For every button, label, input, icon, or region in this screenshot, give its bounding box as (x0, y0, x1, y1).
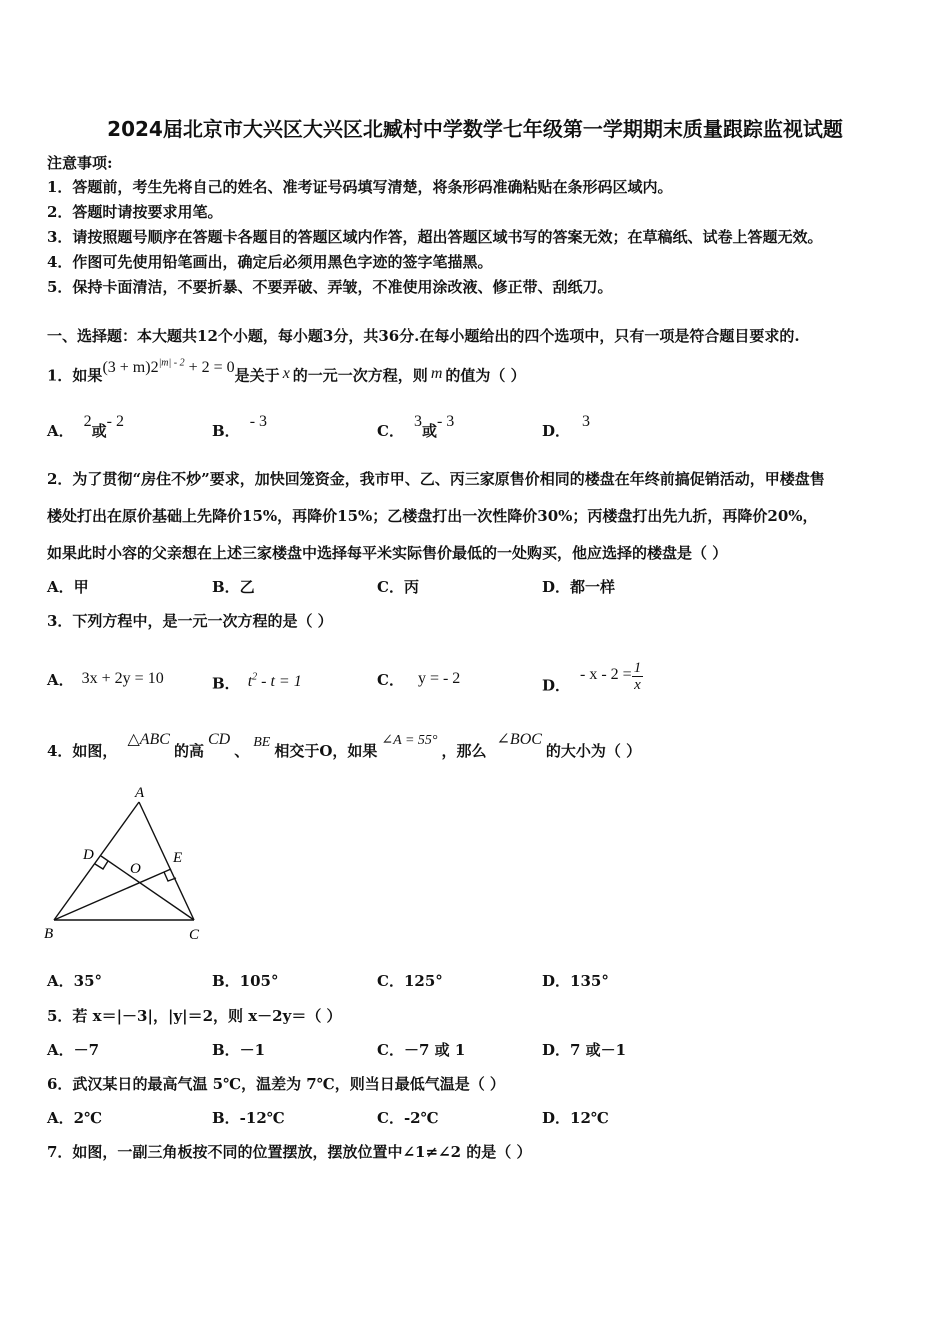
option-value: - 2 (106, 413, 124, 430)
notice-item: 5．保持卡面清洁，不要折暴、不要弄破、弄皱，不准使用涂改液、修正带、刮纸刀。 (47, 278, 613, 296)
q6-option-d[interactable]: D．12℃ (542, 1109, 609, 1127)
notice-item: 4．作图可先使用铅笔画出，确定后必须用黑色字迹的签字笔描黑。 (47, 253, 493, 271)
q3-option-a[interactable] (47, 670, 164, 691)
q6-option-c[interactable]: C．-2℃ (377, 1109, 439, 1127)
q1-equation (102, 359, 234, 376)
option-label: A． (47, 422, 74, 440)
label-a: A (135, 785, 145, 801)
q2-option-c[interactable]: C．丙 (377, 578, 419, 596)
q1-eq-base: (3 + m)2 (102, 359, 159, 377)
q4-pre: 4．如图， (47, 742, 118, 760)
question-6: 6．武汉某日的最高气温 5℃，温差为 7℃，则当日最低气温是（ ） (47, 1075, 505, 1093)
q6-option-b[interactable]: B．-12℃ (212, 1109, 285, 1127)
q2-option-b[interactable]: B．乙 (212, 578, 255, 596)
right-angle-d (95, 861, 108, 869)
question-2-line: 2．为了贯彻“房住不炒”要求，加快回笼资金，我市甲、乙、丙三家原售价相同的楼盘在年终前搞促销活动，甲楼盘售 (47, 470, 825, 488)
notice-item: 2．答题时请按要求用笔。 (47, 203, 223, 221)
notice-heading: 注意事项: (47, 154, 113, 172)
question-2-line: 楼处打出在原价基础上先降价15%，再降价15%；乙楼盘打出一次性降价30%；丙楼盘打出先九折，再降价20%， (47, 507, 818, 525)
q4-cd: CD (207, 731, 231, 748)
q1-pre: 1．如果 (47, 366, 103, 385)
option-value: 2 (83, 413, 92, 430)
q1-post: 的值为（ ） (445, 366, 526, 385)
q5-option-c[interactable]: C．－7 或 1 (377, 1041, 466, 1059)
q4-boc: ∠BOC (496, 731, 542, 748)
option-value: - 3 (436, 413, 455, 430)
q4-be: BE (253, 735, 271, 750)
denominator: x (634, 677, 641, 693)
option-value: - x - 2 = (580, 665, 632, 683)
q1-mid2: 的一元一次方程，则 (292, 366, 428, 385)
label-o: O (130, 861, 141, 877)
q3-option-b[interactable] (212, 670, 302, 694)
q1-var-m: m (430, 365, 443, 383)
q3-option-d[interactable] (542, 660, 643, 703)
notice-item: 1．答题前，考生先将自己的姓名、准考证号码填写清楚，将条形码准确粘贴在条形码区域内。 (47, 178, 673, 196)
b-base: t (247, 673, 253, 691)
option-or: 或 (421, 422, 437, 440)
b-tail: - t = 1 (257, 673, 302, 691)
option-label: A． (47, 671, 74, 689)
q6-option-a[interactable]: A．2℃ (47, 1109, 103, 1127)
option-label: D． (542, 422, 571, 440)
numerator: 1 (633, 660, 642, 676)
q4-sep: 、 (234, 742, 250, 760)
page-title: 2024届北京市大兴区大兴区北臧村中学数学七年级第一学期期末质量跟踪监视试题 (107, 117, 843, 141)
q5-option-b[interactable]: B．－1 (212, 1041, 266, 1059)
q4-text: 的大小为（ ） (545, 742, 642, 760)
option-value: 3 (413, 413, 422, 430)
q4-triangle: △ABC (127, 731, 170, 748)
q4-text: ，那么 (441, 742, 487, 760)
q4-option-b[interactable]: B．105° (212, 972, 279, 990)
question-2-line: 如果此时小容的父亲想在上述三家楼盘中选择每平米实际售价最低的一处购买，他应选择的楼盘是（ ） (47, 544, 728, 562)
label-c: C (189, 927, 200, 943)
q4-angle-a: ∠A = 55° (381, 733, 438, 748)
q2-option-d[interactable]: D．都一样 (542, 578, 616, 596)
q4-text: 的高 (173, 742, 204, 760)
q1-option-a[interactable] (47, 413, 124, 442)
q1-option-d[interactable] (542, 413, 591, 442)
option-value: 3 (582, 413, 591, 430)
q1-var-x: x (282, 365, 290, 383)
triangle-figure (40, 780, 215, 945)
label-e: E (173, 850, 183, 866)
option-value: y = - 2 (417, 670, 461, 687)
question-4 (47, 731, 642, 763)
label-d: D (83, 847, 94, 863)
q1-option-c[interactable] (377, 413, 455, 442)
side-ac (139, 802, 194, 920)
q1-eq-tail: + 2 = 0 (184, 359, 235, 377)
question-3: 3．下列方程中，是一元一次方程的是（ ） (47, 612, 333, 630)
b-exp: 2 (252, 672, 258, 683)
q4-option-a[interactable]: A．35° (47, 972, 103, 990)
q5-option-d[interactable]: D．7 或－1 (542, 1041, 627, 1059)
notice-item: 3．请按照题号顺序在答题卡各题目的答题区域内作答，超出答题区域书写的答案无效；在草稿纸、试卷上答题无效。 (47, 228, 823, 246)
q3-option-c[interactable] (377, 670, 460, 691)
option-value (248, 673, 302, 690)
side-ab (54, 802, 139, 920)
question-1 (47, 358, 526, 386)
option-or: 或 (91, 422, 107, 440)
option-value: 3x + 2y = 10 (81, 670, 164, 687)
question-7: 7．如图，一副三角板按不同的位置摆放，摆放位置中∠1≠∠2 的是（ ） (47, 1143, 532, 1161)
option-label: C． (377, 671, 404, 689)
q1-option-b[interactable] (212, 413, 268, 442)
q4-option-d[interactable]: D．135° (542, 972, 609, 990)
q4-option-c[interactable]: C．125° (377, 972, 443, 990)
fraction (632, 660, 644, 693)
q1-mid: 是关于 (234, 366, 280, 385)
q2-option-a[interactable]: A．甲 (47, 578, 89, 596)
label-b: B (44, 926, 54, 942)
q4-text: 相交于O，如果 (274, 742, 378, 760)
q5-option-a[interactable]: A．－7 (47, 1041, 100, 1059)
q1-eq-exp: |m| - 2 (158, 358, 185, 369)
option-value: - 3 (249, 413, 268, 430)
option-label: D． (542, 676, 571, 695)
option-label: B． (212, 422, 240, 440)
option-label: B． (212, 674, 240, 693)
option-label: C． (377, 422, 404, 440)
question-5: 5．若 x＝|－3|，|y|＝2，则 x－2y＝（ ） (47, 1007, 342, 1025)
section-heading: 一、选择题：本大题共12个小题，每小题3分，共36分.在每小题给出的四个选项中，只有一项是符合题目要求的. (47, 327, 800, 345)
